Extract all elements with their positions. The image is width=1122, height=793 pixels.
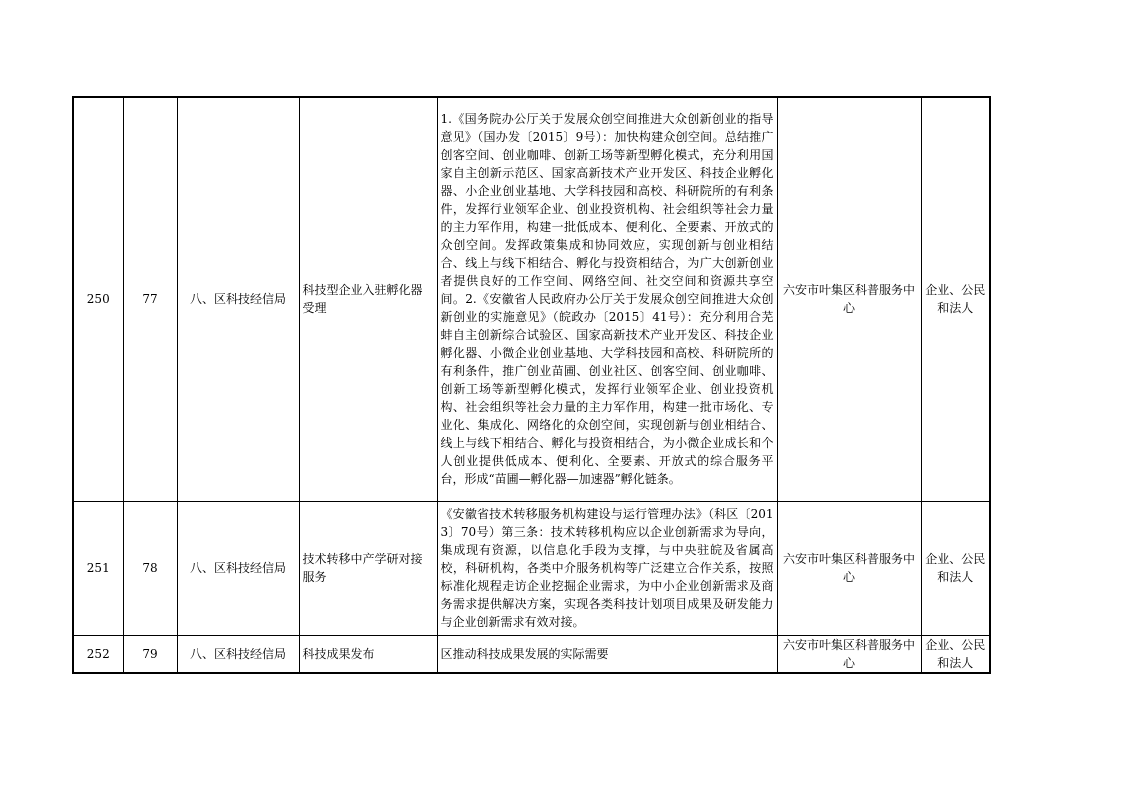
legal-basis-cell: 1.《国务院办公厅关于发展众创空间推进大众创新创业的指导意见》（国办发〔2015〕9号）：加快构建众创空间。总结推广创客空间、创业咖啡、创新工场等新型孵化模式，充分利用国家自主创新示范区、国家高新技术产业开发区、科技企业孵化器、小企业创业基地、大学科技园和高校、科研院所的有利条件，发挥行业领军企业、创业投资机构、社会组织等社会力量的主力军作用，构建一批低成本、便利化、全要素、开放式的众创空间。发挥政策集成和协同效应，实现创新与创业相结合、线上与线下相结合、孵化与投资相结合，为广大创新创业者提供良好的工作空间、网络空间、社交空间和资源共享空间。2.《安徽省人民政府办公厅关于发展众创空间推进大众创新创业的实施意见》（皖政办〔2015〕41号）：充分利用合芜蚌自主创新综合试验区、国家高新技术产业开发区、科技企业孵化器、小微企业创业基地、大学科技园和高校、科研院所的有利条件，推广创业苗圃、创业社区、创客空间、创业咖啡、创新工场等新型孵化模式，发挥行业领军企业、创业投资机构、社会组织等社会力量的主力军作用，构建一批市场化、专业化、集成化、网络化的众创空间，实现创新与创业相结合、线上与线下相结合、孵化与投资相结合，为小微企业成长和个人创业提供低成本、便利化、全要素、开放式的综合服务平台，形成“苗圃—孵化器—加速器”孵化链条。 [437,97,777,501]
serial-number-cell: 251 [73,501,123,635]
table-row [73,97,990,501]
sub-number-cell: 79 [123,635,177,673]
table-row [73,501,990,635]
sub-number-cell: 77 [123,97,177,501]
service-list-table [72,96,991,674]
implementing-org-cell: 六安市叶集区科普服务中心 [777,501,921,635]
department-cell: 八、区科技经信局 [177,635,299,673]
service-target-cell: 企业、公民和法人 [921,501,990,635]
implementing-org-cell: 六安市叶集区科普服务中心 [777,97,921,501]
service-target-cell: 企业、公民和法人 [921,97,990,501]
serial-number-cell: 252 [73,635,123,673]
table-row [73,635,990,673]
service-item-cell: 科技型企业入驻孵化器受理 [299,97,437,501]
implementing-org-cell: 六安市叶集区科普服务中心 [777,635,921,673]
legal-basis-cell: 区推动科技成果发展的实际需要 [437,635,777,673]
service-item-cell: 技术转移中产学研对接服务 [299,501,437,635]
service-item-cell: 科技成果发布 [299,635,437,673]
department-cell: 八、区科技经信局 [177,501,299,635]
service-target-cell: 企业、公民和法人 [921,635,990,673]
department-cell: 八、区科技经信局 [177,97,299,501]
sub-number-cell: 78 [123,501,177,635]
serial-number-cell: 250 [73,97,123,501]
legal-basis-cell: 《安徽省技术转移服务机构建设与运行管理办法》（科区〔2013〕70号）第三条：技术转移机构应以企业创新需求为导向，集成现有资源，以信息化手段为支撑，与中央驻皖及省属高校，科研机构，各类中介服务机构等广泛建立合作关系，按照标准化规程走访企业挖掘企业需求，为中小企业创新需求及商务需求提供解决方案，实现各类科技计划项目成果及研发能力与企业创新需求有效对接。 [437,501,777,635]
